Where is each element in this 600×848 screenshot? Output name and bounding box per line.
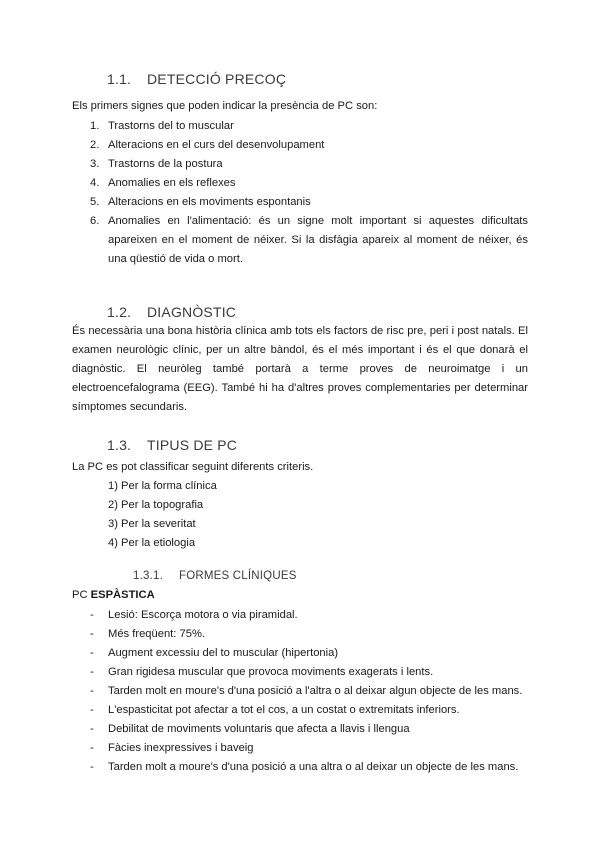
list-item [72, 739, 528, 758]
list-text: Anomalies en els reflexes [108, 177, 236, 189]
list-item: 4) Per la etiologia [108, 537, 196, 549]
list-item [72, 174, 528, 193]
section-number: 1.3.1. [133, 570, 163, 582]
list-item [72, 625, 528, 644]
list-item [72, 644, 528, 663]
list-marker: 4. [90, 177, 100, 189]
list-marker: 6. [90, 215, 100, 227]
list-marker: 2. [90, 139, 100, 151]
dash-marker: - [90, 723, 94, 735]
list-marker: 3. [90, 158, 100, 170]
list-text: Tarden molt a moure's d'una posició a una altra o al deixar un objecte de les mans. [108, 761, 519, 773]
dash-marker: - [90, 742, 94, 754]
intro-paragraph: Els primers signes que poden indicar la presència de PC son: [72, 100, 378, 112]
section-title: TIPUS DE PC [147, 437, 238, 453]
signs-list [72, 117, 528, 269]
espastica-list [72, 606, 528, 777]
dash-marker: - [90, 704, 94, 716]
list-text: Tarden molt en moure's d'una posició a l'altra o al deixar algun objecte de les mans. [108, 685, 523, 697]
list-item [72, 136, 528, 155]
list-item [72, 606, 528, 625]
list-text: Lesió: Escorça motora o via piramidal. [108, 609, 298, 621]
dash-marker: - [90, 628, 94, 640]
section-number: 1.1. [107, 71, 132, 87]
section-title: FORMES CLÍNIQUES [179, 570, 297, 582]
list-text: Anomalies en l'alimentació: és un signe molt important si aquestes dificultats apareixen en el moment de néixer. Si la disfàgia apareix al moment de néixer, és una qüestió de vida o mort. [108, 215, 528, 265]
section-title: DETECCIÓ PRECOÇ [147, 71, 287, 87]
dash-marker: - [90, 761, 94, 773]
dash-marker: - [90, 647, 94, 659]
list-item [72, 155, 528, 174]
diagnostic-paragraph: És necessària una bona història clínica amb tots els factors de risc pre, peri i post natals. El examen neurològic clínic, per un altre bàndol, és el més important i és el que donarà el diagnòstic. El neuròleg també portarà a terme proves de neuroimatge i un electroencefalograma (EEG). També hi ha d'altres proves complementaries per determinar símptomes secundaris. [72, 325, 528, 414]
section-heading-diagnostic [107, 304, 236, 320]
section-heading-deteccio [107, 71, 286, 87]
list-item [72, 701, 528, 720]
list-item [72, 117, 528, 136]
dash-marker: - [90, 666, 94, 678]
list-text: Debilitat de moviments voluntaris que afecta a llavis i llengua [108, 723, 410, 735]
section-title: DIAGNÒSTIC [147, 304, 237, 320]
section-number: 1.3. [107, 437, 132, 453]
type-label [72, 586, 528, 605]
list-item: 2) Per la topografia [108, 499, 204, 511]
list-text: Fàcies inexpressives i baveig [108, 742, 254, 754]
list-item [72, 682, 528, 701]
dash-marker: - [90, 609, 94, 621]
type-prefix: PC [72, 589, 91, 601]
list-text: Alteracions en el curs del desenvolupament [108, 139, 325, 151]
list-item [72, 720, 528, 739]
criteria-intro: La PC es pot classificar seguint diferents criteris. [72, 461, 314, 473]
list-text: L'espasticitat pot afectar a tot el cos, a un costat o extremitats inferiors. [108, 704, 460, 716]
subsection-heading-formes [133, 570, 297, 582]
list-item: 1) Per la forma clínica [108, 480, 217, 492]
list-text: Trastorns de la postura [108, 158, 223, 170]
section-number: 1.2. [107, 304, 132, 320]
dash-marker: - [90, 685, 94, 697]
list-text: Gran rigidesa muscular que provoca moviments exagerats i lents. [108, 666, 434, 678]
list-text: Augment excessiu del to muscular (hipertonia) [108, 647, 339, 659]
list-marker: 1. [90, 120, 100, 132]
list-item [72, 212, 528, 269]
list-item [72, 663, 528, 682]
list-text: Més freqüent: 75%. [108, 628, 206, 640]
type-name: ESPÀSTICA [90, 589, 155, 601]
list-text: Trastorns del to muscular [108, 120, 234, 132]
list-text: Alteracions en els moviments espontanis [108, 196, 311, 208]
list-marker: 5. [90, 196, 100, 208]
list-item [72, 758, 528, 777]
criteria-list [108, 477, 217, 553]
list-item: 3) Per la severitat [108, 518, 196, 530]
list-item [72, 193, 528, 212]
section-heading-tipus [107, 437, 237, 453]
